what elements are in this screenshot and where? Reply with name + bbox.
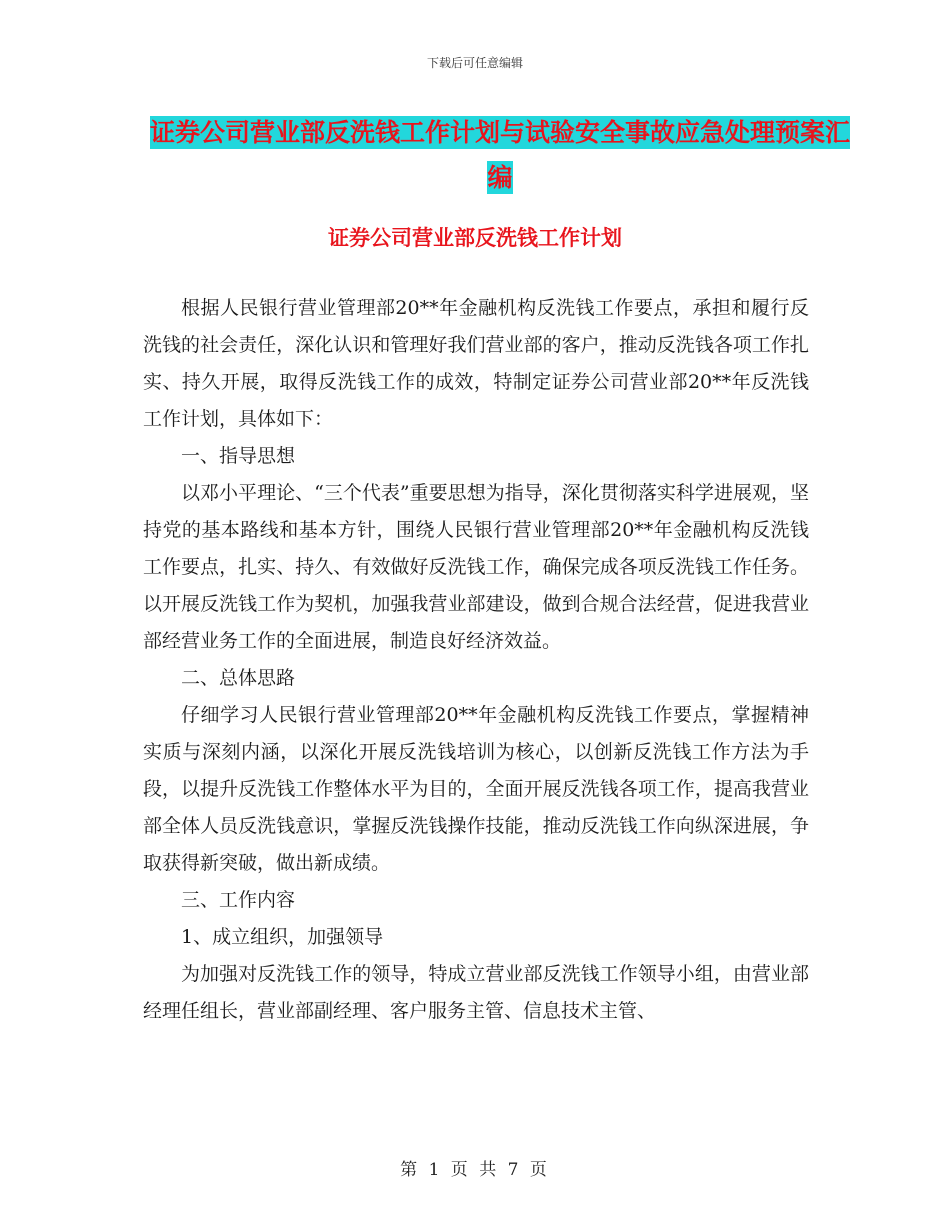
paragraph-guiding-thought: 以邓小平理论、“三个代表”重要思想为指导，深化贯彻落实科学进展观，坚持党的基本路线和基本方针，围绕人民银行营业管理部20**年金融机构反洗钱工作要点，扎实、持久、有效做好反洗钱工作，确保完成各项反洗钱工作任务。以开展反洗钱工作为契机，加强我营业部建设，做到合规合法经营，促进我营业部经营业务工作的全面进展，制造良好经济效益。 <box>143 482 809 652</box>
document-body <box>143 290 809 1030</box>
document-main-title <box>150 110 850 200</box>
heading-establish-organization: 1、成立组织，加强领导 <box>181 926 384 948</box>
section-title: 证券公司营业部反洗钱工作计划 <box>328 226 622 250</box>
page-number-footer: 第 1 页 共 7 页 <box>400 1160 550 1180</box>
heading-work-content: 三、工作内容 <box>181 889 296 911</box>
paragraph-establish-organization: 为加强对反洗钱工作的领导，特成立营业部反洗钱工作领导小组，由营业部经理任组长，营业部副经理、客户服务主管、信息技术主管、 <box>143 963 809 1022</box>
main-title-highlight: 证券公司营业部反洗钱工作计划与试验安全事故应急处理预案汇编 <box>150 118 851 192</box>
paragraph-intro: 根据人民银行营业管理部20**年金融机构反洗钱工作要点，承担和履行反洗钱的社会责任，深化认识和管理好我们营业部的客户，推动反洗钱各项工作扎实、持久开展，取得反洗钱工作的成效，特制定证券公司营业部20**年反洗钱工作计划，具体如下： <box>143 297 809 430</box>
heading-overall-approach: 二、总体思路 <box>181 667 296 689</box>
header-note: 下载后可任意编辑 <box>426 56 523 70</box>
paragraph-overall-approach: 仔细学习人民银行营业管理部20**年金融机构反洗钱工作要点，掌握精神实质与深刻内涵，以深化开展反洗钱培训为核心，以创新反洗钱工作方法为手段，以提升反洗钱工作整体水平为目的，全面开展反洗钱各项工作，提高我营业部全体人员反洗钱意识，掌握反洗钱操作技能，推动反洗钱工作向纵深进展，争取获得新突破，做出新成绩。 <box>143 704 809 874</box>
heading-guiding-thought: 一、指导思想 <box>181 445 296 467</box>
